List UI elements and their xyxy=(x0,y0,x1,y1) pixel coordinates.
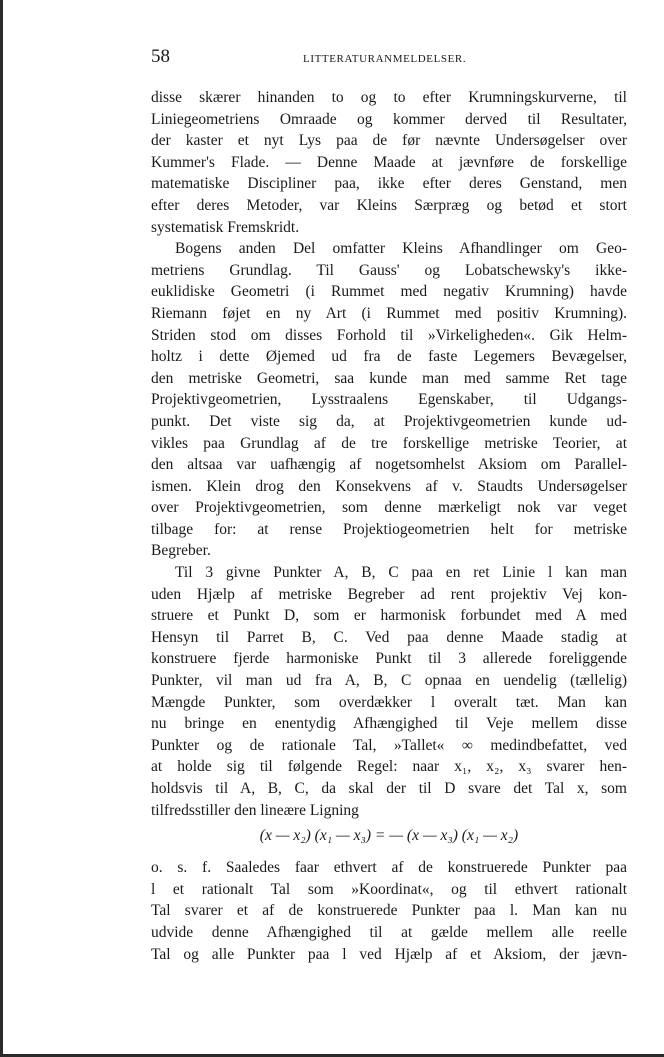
text-line: Kummer's Flade. — Denne Maade at jævnføre de forskellige xyxy=(151,153,627,171)
running-head: LITTERATURANMELDELSER. xyxy=(303,53,467,65)
text-line: metriens Grundlag. Til Gauss' og Lobatschewsky's ikke- xyxy=(151,261,627,279)
text-line: der kaster et nyt Lys paa de før nævnte Undersøgelser over xyxy=(151,132,627,150)
text-line: uden Hjælp af metriske Begreber ad rent projektiv Vej kon- xyxy=(151,585,627,603)
text-line: l et rationalt Tal som »Koordinat«, og til ethvert rationalt xyxy=(151,880,627,898)
text-line: tilbage for: at rense Projektiogeometrien helt for metriske xyxy=(151,520,627,538)
text-line: Punkter, vil man ud fra A, B, C opnaa en uendelig (tællelig) xyxy=(151,672,627,690)
text-line: udvide denne Afhængighed til at gælde mellem alle reelle xyxy=(151,923,627,941)
page-number: 58 xyxy=(151,46,170,67)
text-line: den altsaa var uafhængig af nogetsomhelst Aksiom om Parallel- xyxy=(151,456,627,474)
text-line: Mængde Punkter, som overdækker l overalt tæt. Man kan xyxy=(151,693,627,711)
text-line: Hensyn til Parret B, C. Ved paa denne Maade stadig at xyxy=(151,628,627,646)
text-line: Punkter og de rationale Tal, »Tallet« ∞ medindbefattet, ved xyxy=(151,736,627,754)
paragraph-start: Til 3 givne Punkter A, B, C paa en ret Linie l kan man xyxy=(175,564,627,582)
text-line: Tal svarer et af de konstruerede Punkter paa l. Man kan nu xyxy=(151,902,627,920)
text-line: o. s. f. Saaledes faar ethvert af de konstruerede Punkter paa xyxy=(151,859,627,877)
equation: (x — x₂) (x₁ — x₃) = — (x — x₃) (x₁ — x₂) xyxy=(259,827,519,845)
text-line: over Projektivgeometrien, som denne mærkeligt nok var veget xyxy=(151,499,627,517)
text-line: konstruere fjerde harmoniske Punkt til 3 allerede foreliggende xyxy=(151,650,627,668)
text-line: tilfredsstiller den lineære Ligning xyxy=(151,801,359,819)
text-line: Begreber. xyxy=(151,542,211,560)
text-line: ismen. Klein drog den Konsekvens af v. Staudts Undersøgelser xyxy=(151,477,627,495)
text-line: nu bringe en enentydig Afhængighed til Veje mellem disse xyxy=(151,715,627,733)
paragraph-start: Bogens anden Del omfatter Kleins Afhandlinger om Geo- xyxy=(175,240,627,258)
text-line: efter deres Metoder, var Kleins Særpræg og betød et stort xyxy=(151,196,627,214)
text-line: punkt. Det viste sig da, at Projektivgeometrien kunde ud- xyxy=(151,412,627,430)
text-line: Liniegeometriens Omraade og kommer derved til Resultater, xyxy=(151,110,627,128)
scan-edge-left xyxy=(0,0,3,1057)
text-line: Striden stod om disses Forhold til »Virkeligheden«. Gik Helm- xyxy=(151,326,627,344)
text-line: Riemann føjet en ny Art (i Rummet med positiv Krumning). xyxy=(151,304,627,322)
text-line: matematiske Discipliner paa, ikke efter deres Genstand, men xyxy=(151,175,627,193)
text-line: holtz i dette Øjemed ud fra de faste Legemers Bevægelser, xyxy=(151,348,627,366)
text-line: Projektivgeometrien, Lysstraalens Egenskaber, til Udgangs- xyxy=(151,391,627,409)
body-text xyxy=(151,87,627,965)
text-line: vikles paa Grundlag af de tre forskellige metriske Teorier, at xyxy=(151,434,627,452)
text-line: systematisk Fremskridt. xyxy=(151,218,300,236)
text-line: struere et Punkt D, som er harmonisk forbundet med A med xyxy=(151,607,627,625)
text-line: den metriske Geometri, saa kunde man med samme Ret tage xyxy=(151,369,627,387)
text-line: euklidiske Geometri (i Rummet med negativ Krumning) havde xyxy=(151,283,627,301)
text-line: Tal og alle Punkter paa l ved Hjælp af et Aksiom, der jævn- xyxy=(151,945,627,963)
text-line: disse skærer hinanden to og to efter Krumningskurverne, til xyxy=(151,89,627,106)
text-line: at holde sig til følgende Regel: naar x₁, x₂, x₃ svarer hen- xyxy=(151,758,627,776)
text-line: holdsvis til A, B, C, da skal der til D svare det Tal x, som xyxy=(151,780,627,797)
